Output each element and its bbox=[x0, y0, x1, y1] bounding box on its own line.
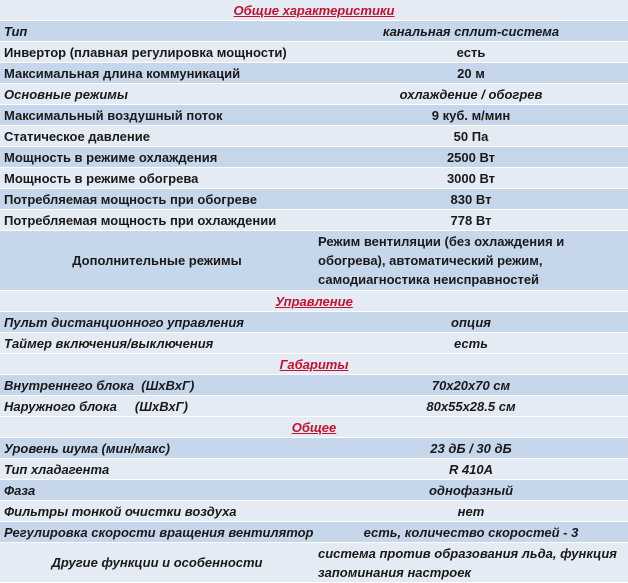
row-value: канальная сплит-система bbox=[314, 21, 628, 42]
row-label: Основные режимы bbox=[0, 84, 314, 105]
row-label: Фаза bbox=[0, 480, 314, 501]
row-label: Фильтры тонкой очистки воздуха bbox=[0, 501, 314, 522]
table-row bbox=[0, 459, 628, 480]
table-row bbox=[0, 522, 628, 543]
table-row bbox=[0, 189, 628, 210]
row-value: система против образования льда, функция запоминания настроек bbox=[314, 543, 628, 583]
row-label: Тип bbox=[0, 21, 314, 42]
table-row bbox=[0, 210, 628, 231]
table-row bbox=[0, 42, 628, 63]
section-title: Габариты bbox=[0, 354, 628, 375]
row-label: Инвертор (плавная регулировка мощности) bbox=[0, 42, 314, 63]
row-label: Тип хладагента bbox=[0, 459, 314, 480]
table-row bbox=[0, 333, 628, 354]
row-label: Пульт дистанционного управления bbox=[0, 312, 314, 333]
row-value: 20 м bbox=[314, 63, 628, 84]
row-label: Внутреннего блока (ШхВхГ) bbox=[0, 375, 314, 396]
table-row bbox=[0, 312, 628, 333]
row-label: Мощность в режиме обогрева bbox=[0, 168, 314, 189]
row-label: Потребляемая мощность при охлаждении bbox=[0, 210, 314, 231]
row-value: 23 дБ / 30 дБ bbox=[314, 438, 628, 459]
row-value: 778 Вт bbox=[314, 210, 628, 231]
row-label: Другие функции и особенности bbox=[0, 543, 314, 583]
row-value: опция bbox=[314, 312, 628, 333]
table-row bbox=[0, 84, 628, 105]
row-value: R 410A bbox=[314, 459, 628, 480]
row-label: Статическое давление bbox=[0, 126, 314, 147]
table-row bbox=[0, 480, 628, 501]
table-row bbox=[0, 63, 628, 84]
table-row bbox=[0, 105, 628, 126]
row-value: 3000 Вт bbox=[314, 168, 628, 189]
row-value: есть bbox=[314, 42, 628, 63]
section-header-control bbox=[0, 291, 628, 312]
table-row bbox=[0, 147, 628, 168]
row-value: охлаждение / обогрев bbox=[314, 84, 628, 105]
row-label: Уровень шума (мин/макс) bbox=[0, 438, 314, 459]
row-label: Мощность в режиме охлаждения bbox=[0, 147, 314, 168]
section-title: Общие характеристики bbox=[0, 0, 628, 21]
row-value: нет bbox=[314, 501, 628, 522]
row-label: Максимальная длина коммуникаций bbox=[0, 63, 314, 84]
section-header-general bbox=[0, 0, 628, 21]
table-row bbox=[0, 375, 628, 396]
section-title: Общее bbox=[0, 417, 628, 438]
row-value: есть, количество скоростей - 3 bbox=[314, 522, 628, 543]
table-row bbox=[0, 501, 628, 522]
row-label: Дополнительные режимы bbox=[0, 231, 314, 291]
row-label: Регулировка скорости вращения вентилятор bbox=[0, 522, 314, 543]
row-value: Режим вентиляции (без охлаждения и обогрева), автоматический режим, самодиагностика неисправностей bbox=[314, 231, 628, 291]
table-row bbox=[0, 126, 628, 147]
row-value: 9 куб. м/мин bbox=[314, 105, 628, 126]
table-row bbox=[0, 396, 628, 417]
table-row bbox=[0, 438, 628, 459]
row-value: 70x20x70 см bbox=[314, 375, 628, 396]
row-label: Наружного блока (ШхВхГ) bbox=[0, 396, 314, 417]
row-value: 2500 Вт bbox=[314, 147, 628, 168]
row-value: 80x55x28.5 см bbox=[314, 396, 628, 417]
section-header-dimensions bbox=[0, 354, 628, 375]
section-title: Управление bbox=[0, 291, 628, 312]
table-row bbox=[0, 543, 628, 583]
section-header-common bbox=[0, 417, 628, 438]
row-value: 50 Па bbox=[314, 126, 628, 147]
row-value: есть bbox=[314, 333, 628, 354]
table-row bbox=[0, 21, 628, 42]
row-label: Таймер включения/выключения bbox=[0, 333, 314, 354]
row-value: однофазный bbox=[314, 480, 628, 501]
row-label: Максимальный воздушный поток bbox=[0, 105, 314, 126]
table-row bbox=[0, 231, 628, 291]
row-value: 830 Вт bbox=[314, 189, 628, 210]
row-label: Потребляемая мощность при обогреве bbox=[0, 189, 314, 210]
table-row bbox=[0, 168, 628, 189]
